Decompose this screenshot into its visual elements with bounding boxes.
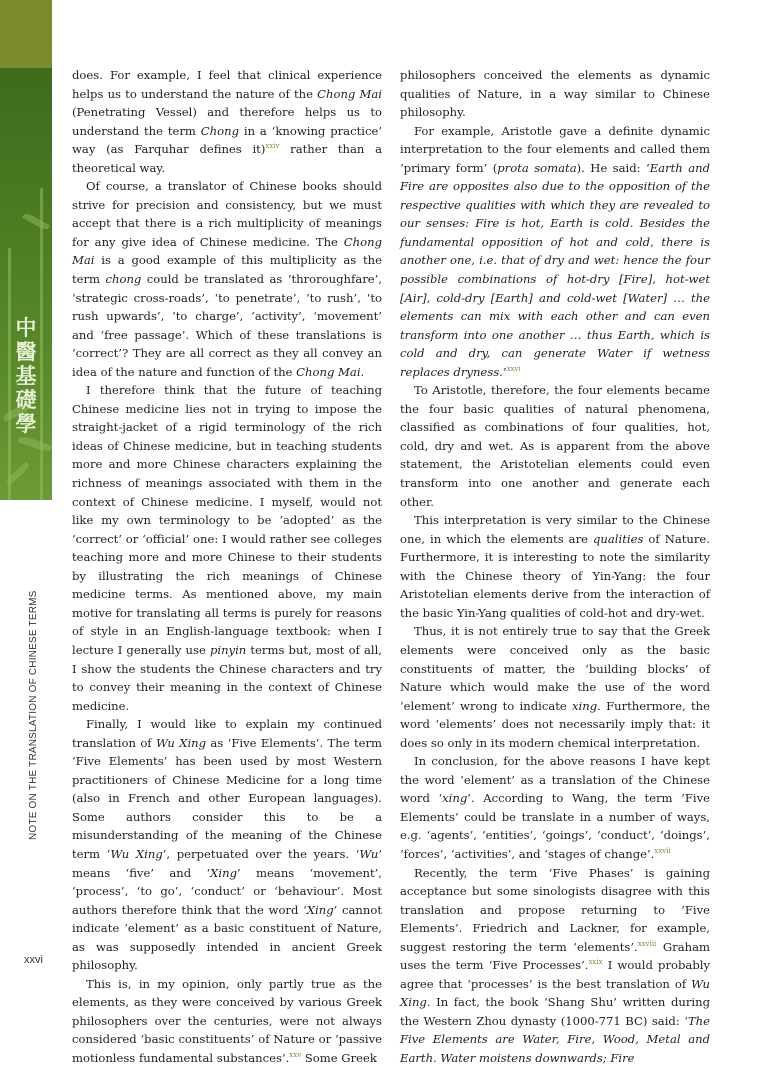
paragraph [72,177,382,381]
body-text: Graham uses the term ‘Five Processes’. [400,939,711,973]
bamboo-leaf [18,434,52,453]
paragraph [400,66,710,122]
body-text: as ‘Five Elements’. The term ‘Five Elements’ has been used by most Western practitioners of Chinese Medicine for a long time (also in French and other European languages). Some authors consider this to be a misunderstanding of the meaning of the Chinese term ‘ [72,735,383,861]
body-text: could be translated as ‘throroughfare’, ‘strategic cross-roads’, ‘to penetrate’, ‘to rush’, ‘to rush upwards’, ‘to charge’, ‘activity’, ‘movement’ and ‘free passage’. Which of these translations is ‘correct’? They are all correct as they all convey an idea of the nature and function of the [72,272,383,379]
italic-text: Chong Mai [317,86,382,101]
body-text: philosophers conceived the elements as dynamic qualities of Nature, in a way similar to Chinese philosophy. [400,68,710,120]
chinese-character: 學 [15,412,37,436]
footnote-ref: xxviii [637,939,657,948]
chinese-character: 醫 [15,340,37,364]
right-column [400,66,710,1068]
chinese-title-vertical [14,316,38,436]
body-text: (Penetrating Vessel) and therefore helps us to understand the term [72,105,382,138]
italic-text: Earth and Fire are opposites also due to the opposition of the respective qualities with which they are revealed to our senses: Fire is hot, Earth is cold. Besides the fundamental opposition of hot and cold, there is another one, i.e. that of dry and wet: hence the four possible combinations of hot-dry [Fire], hot-wet [Air], cold-dry [Earth] and cold-wet [Water] … the elements can mix with each other and can even transform into one another … thus Earth, which is cold and dry, can generate Water if wetness replaces dryness. [400,160,711,379]
italic-text: chong [105,272,142,287]
body-text: ’ means ‘five’ and ‘ [72,846,382,880]
footnote-ref: xxv [289,1051,302,1060]
body-text: ’. According to Wang, the term ‘Five Elements’ could be translate in a number of ways, e.g. ‘agents’, ‘entities’, ‘goings’, ‘conduct’, ‘doings’, ‘forces’, ‘activities’, and ‘stages of change’. [400,791,710,861]
body-text: In conclusion, for the above reasons I have kept the word ‘element’ as a translation of the Chinese word ‘ [400,754,710,806]
body-text: does. For example, I feel that clinical experience helps us to understand the nature of the [72,68,382,101]
italic-text: Xing [306,902,334,917]
italic-text: Wu [359,846,379,861]
body-text: . Furthermore, the word ‘elements’ does not necessarily imply that: it does so only in its modern chemical interpretation. [400,698,710,750]
body-text: Finally, I would like to explain my continued translation of [72,717,382,750]
paragraph [72,975,382,1068]
body-text: ’ cannot indicate ‘element’ as a basic constituent of Nature, as was supposedly intended in ancient Greek philosophy. [72,902,382,973]
italic-text: Chong Mai [72,234,382,268]
body-text: Recently, the term ‘Five Phases’ is gaining acceptance but some sinologists disagree with this translation and propose returning to ‘Five Elements’. Friedrich and Lackner, for example, suggest restoring the term ‘elements’. [400,865,710,954]
body-text: I therefore think that the future of teaching Chinese medicine lies not in trying to impose the straight-jacket of a rigid terminology of the rich ideas of Chinese medicine, but in teaching students more and more Chinese characters explaining the richness of meanings associated with them in the context of Chinese medicine. I myself, would not like my own terminology to be ‘adopted’ as the ‘correct’ or ‘official’ one: I would rather see colleges teaching more and more Chinese to their students by illustrating the rich meanings of Chinese medicine terms. As mentioned above, my main motive for translating all terms is purely for reasons of style in an English-language textbook: when I lecture I generally use [72,383,382,657]
paragraph [400,381,710,511]
paragraph [72,381,382,715]
footnote-ref: xxvi [506,364,521,373]
paragraph [72,66,382,177]
body-text: This is, in my opinion, only partly true as the elements, as they were conceived by various Greek philosophers over the centuries, were not always considered ‘basic constituents’ of Nature or ‘passive motionless fundamental substances’. [72,976,382,1065]
body-text: rather than a theoretical way. [72,142,382,175]
body-text: I would probably agree that ‘processes’ is the best translation of [400,958,711,991]
body-text: This interpretation is very similar to the Chinese one, in which the elements are [400,513,710,546]
paragraph [72,715,382,975]
body-text: For example, Aristotle gave a definite dynamic interpretation to the four elements and called them ‘primary form’ ( [400,123,710,175]
bamboo-stalk [8,248,11,500]
italic-text: qualities [593,531,644,546]
italic-text: Xing [210,865,238,880]
paragraph [400,752,710,863]
bamboo-stalk [40,188,43,500]
body-text: To Aristotle, therefore, the four elements became the four basic qualities of natural phenomena, classified as combinations of four qualities, hot, cold, dry and wet. As is apparent from the above statement, the Aristotelian elements could even transform into one another and generate each other. [400,383,710,509]
sidebar-band [0,68,52,500]
header-tab [0,0,52,68]
body-text: . [360,364,365,379]
chinese-character: 礎 [15,388,37,412]
body-text: ’, perpetuated over the years. ‘ [162,846,360,861]
body-text: . In fact, the book ‘Shang Shu’ written during the Western Zhou dynasty (1000-771 BC) said: ‘ [400,995,710,1028]
body-text: is a good example of this multiplicity as the term [72,253,382,287]
body-text: of Nature. Furthermore, it is interesting to note the similarity with the Chinese theory of Yin-Yang: the four Aristotelian elements derive from the interaction of the basic Yin-Yang qualities of cold-hot and dry-wet. [400,531,710,620]
italic-text: xing [442,791,468,806]
left-column [72,66,382,1068]
italic-text: Wu Xing [400,976,710,1010]
body-text: Of course, a translator of Chinese books should strive for precision and consistency, but we must accept that there is a rich multiplicity of meanings for any give idea of Chinese medicine. The [72,179,382,249]
body-text: terms but, most of all, I show the students the Chinese characters and try to convey their meaning in the context of Chinese medicine. [72,642,382,713]
footnote-ref: xxiv [265,142,280,151]
italic-text: The Five Elements are Water, Fire, Wood, Metal and Earth. Water moistens downwards; Fire [400,1013,710,1065]
bamboo-leaf [22,211,50,231]
italic-text: Chong [200,123,240,138]
chinese-character: 中 [15,316,37,340]
footnote-ref: xxix [588,958,603,967]
body-text: ’ means ‘movement’, ‘process’, ‘to go’, ‘conduct’ or ‘behaviour’. Most authors therefore think that the word ‘ [72,865,382,917]
italic-text: Wu Xing [110,846,163,861]
paragraph [400,511,710,622]
chinese-character: 基 [15,364,37,388]
paragraph [400,622,710,752]
italic-text: pinyin [209,642,247,657]
paragraph [400,864,710,1068]
section-caption: NOTE ON THE TRANSLATION OF CHINESE TERMS [28,590,39,840]
italic-text: prota somata [497,160,577,175]
body-text: ). He said: ‘ [576,160,650,175]
body-text: in a ‘knowing practice’ way (as Farquhar defines it) [72,123,382,157]
footnote-ref: xxvii [654,847,671,856]
paragraph [400,122,710,382]
body-text: ’ [502,364,507,379]
body-text: Some Greek [301,1050,377,1065]
italic-text: Wu Xing [155,735,207,750]
page-number: xxvi [24,954,43,966]
italic-text: Chong Mai [296,364,361,379]
italic-text: xing [572,698,598,713]
body-text: Thus, it is not entirely true to say that the Greek elements were conceived only as the basic constituents of matter, the ‘building blocks’ of Nature which would make the use of the word ‘element’ wrong to indicate [400,624,710,713]
